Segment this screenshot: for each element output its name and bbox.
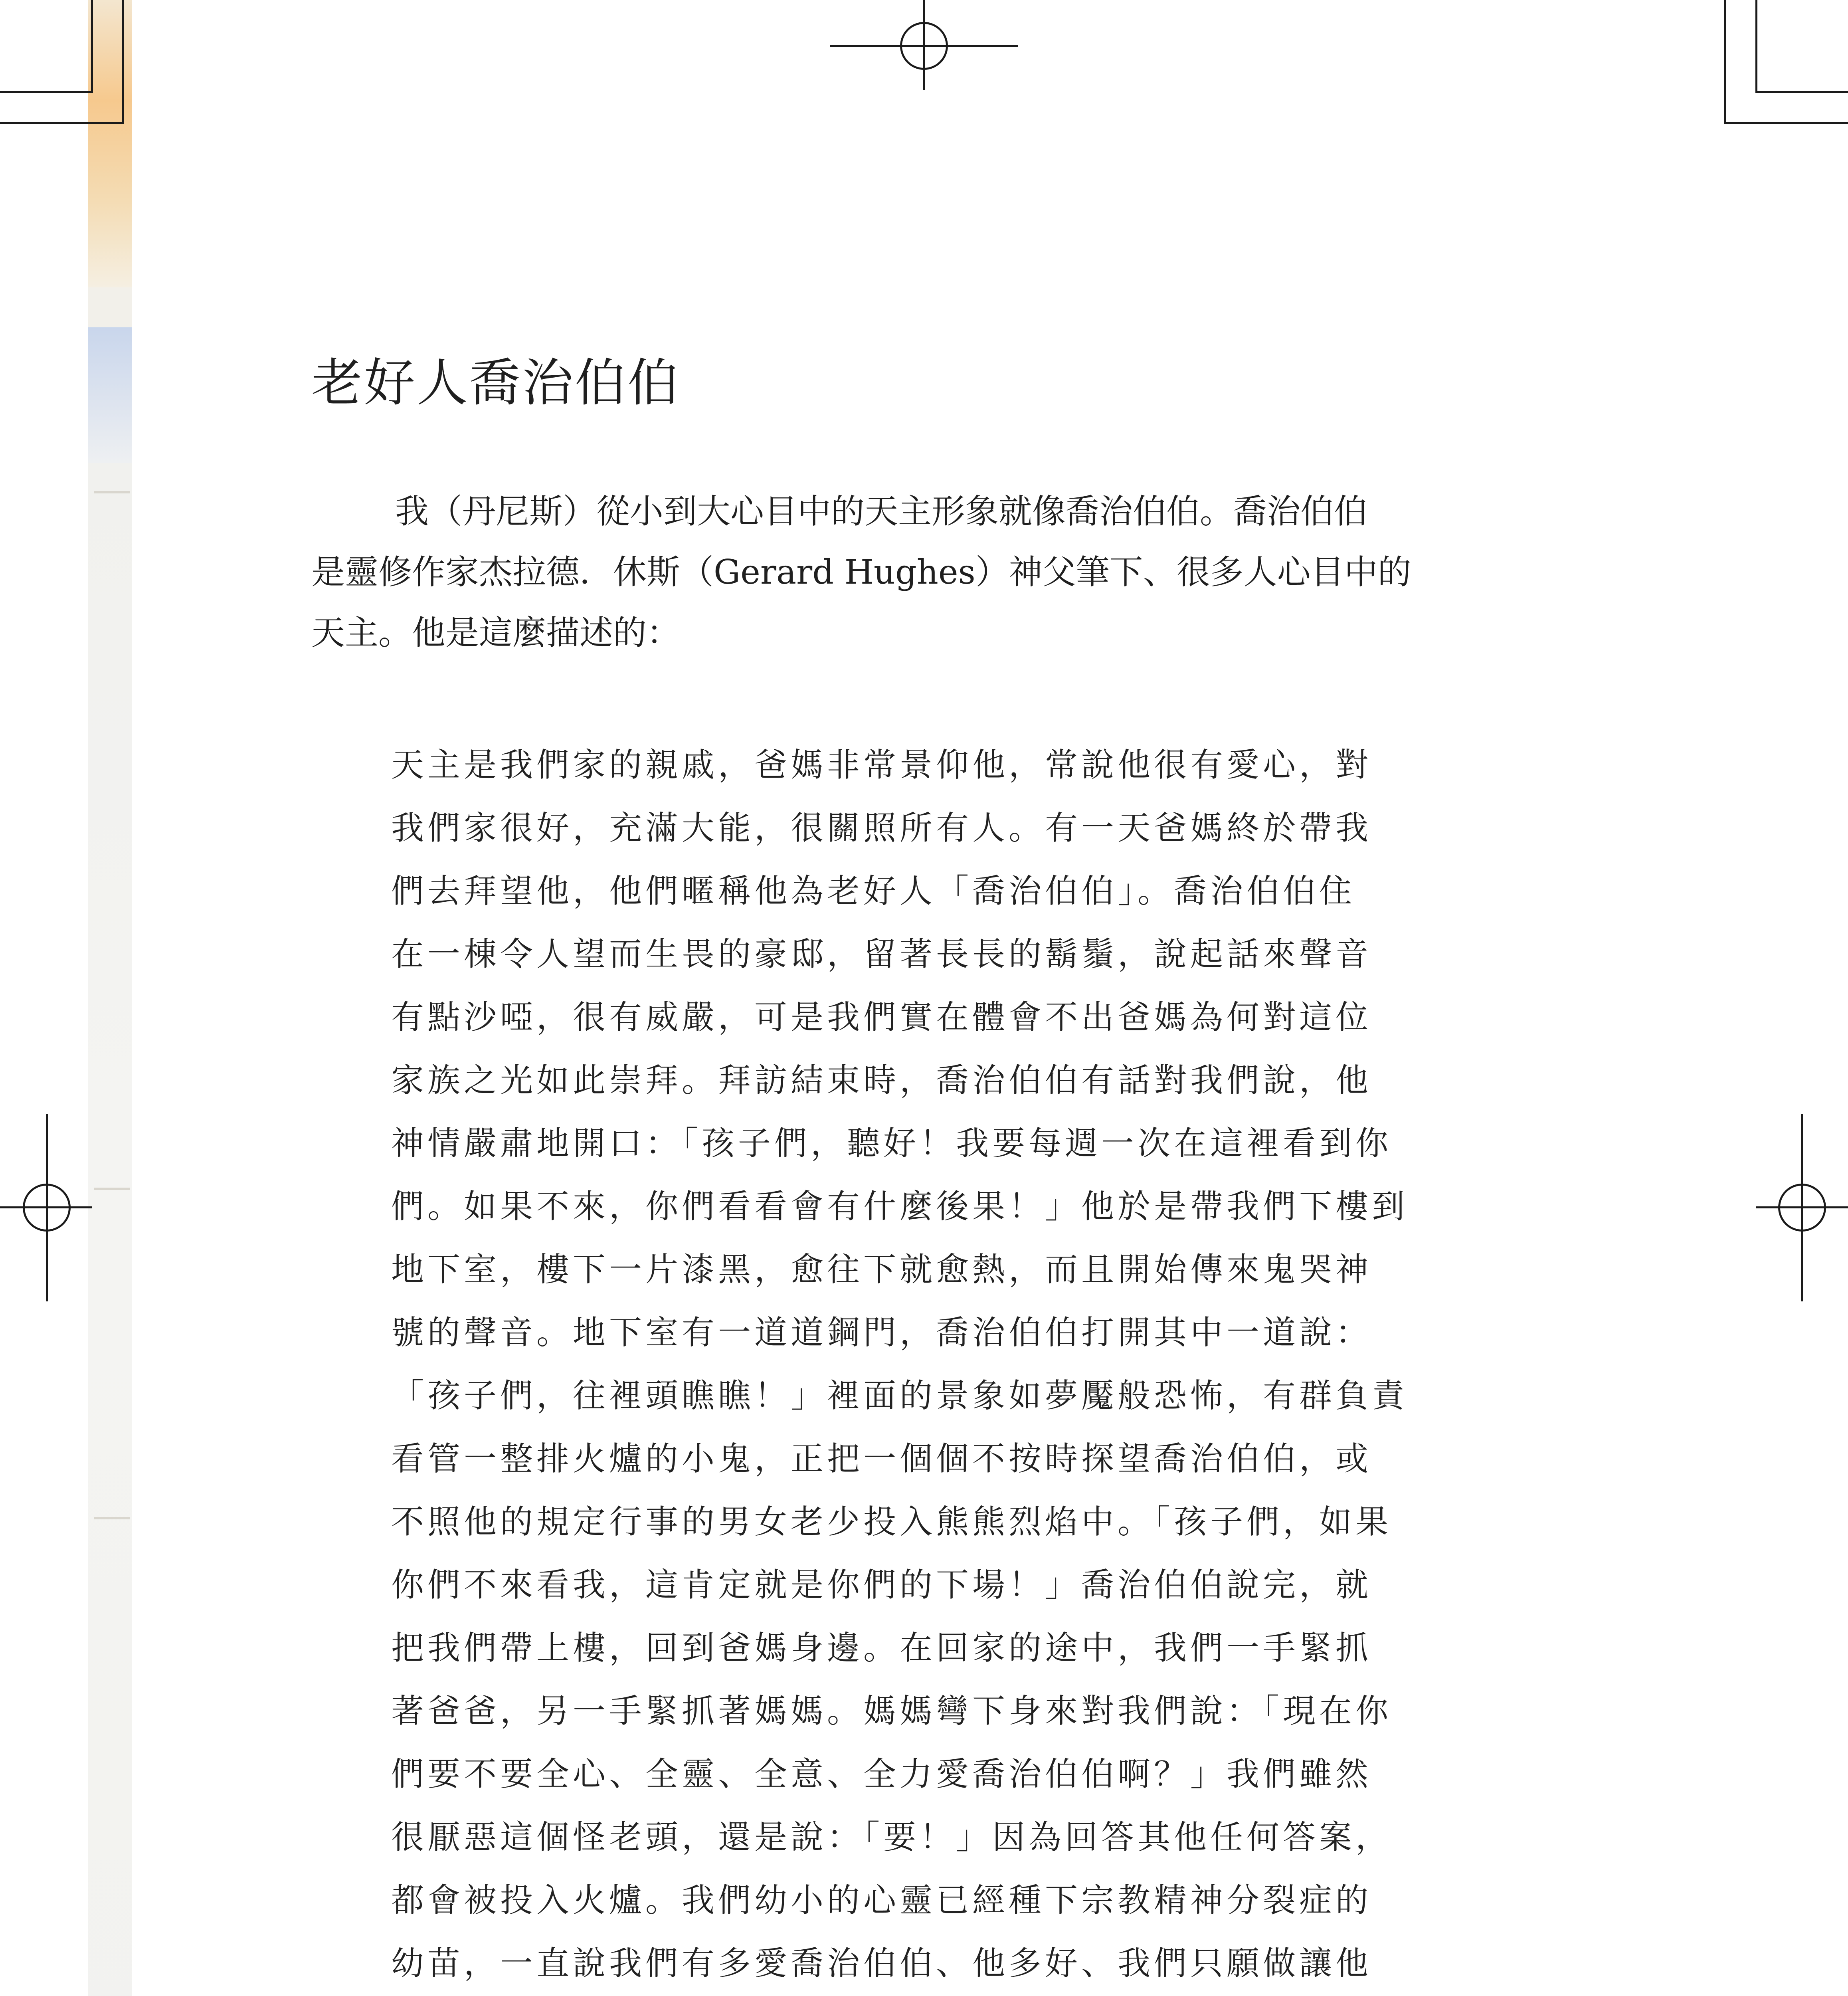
crop-mark (91, 0, 93, 93)
edge-color-strip (88, 327, 132, 463)
quote-line: 幼苗，一直說我們有多愛喬治伯伯、他多好、我們只願做讓他 (391, 1945, 1372, 1982)
quote-line: 天主是我們家的親戚，爸媽非常景仰他，常說他很有愛心，對 (391, 746, 1372, 784)
quote-line: 看管一整排火爐的小鬼，正把一個個不按時探望喬治伯伯，或 (391, 1440, 1372, 1478)
intro-paragraph (311, 481, 1541, 663)
registration-mark (23, 1184, 71, 1232)
crop-mark (0, 91, 91, 93)
quote-line: 你們不來看我，這肯定就是你們的下場！」喬治伯伯說完，就 (391, 1566, 1372, 1604)
quote-line: 地下室，樓下一片漆黑，愈往下就愈熱，而且開始傳來鬼哭神 (391, 1251, 1372, 1289)
quote-line: 們。如果不來，你們看看會有什麼後果！」他於是帶我們下樓到 (391, 1188, 1409, 1226)
quote-line: 著爸爸，另一手緊抓著媽媽。媽媽彎下身來對我們說：「現在你 (391, 1692, 1392, 1730)
quote-line: 都會被投入火爐。我們幼小的心靈已經種下宗教精神分裂症的 (391, 1881, 1372, 1919)
edge-tick (94, 1188, 130, 1190)
edge-color-strip (88, 0, 132, 287)
crop-mark (122, 0, 124, 122)
quote-line: 我們家很好，充滿大能，很關照所有人。有一天爸媽終於帶我 (391, 809, 1372, 847)
quote-line: 很厭惡這個怪老頭，還是說：「要！」因為回答其他任何答案， (391, 1818, 1392, 1856)
crop-mark (0, 122, 124, 124)
intro-line: 我（丹尼斯）從小到大心目中的天主形象就像喬治伯伯。喬治伯伯 (395, 492, 1368, 531)
quote-line: 有點沙啞，很有威嚴，可是我們實在體會不出爸媽為何對這位 (391, 998, 1372, 1036)
quote-line: 家族之光如此崇拜。拜訪結束時，喬治伯伯有話對我們說，他 (391, 1061, 1372, 1099)
crop-mark (1724, 0, 1726, 122)
registration-mark (1778, 1184, 1826, 1232)
crop-mark (1724, 122, 1848, 124)
quote-line: 們去拜望他，他們暱稱他為老好人「喬治伯伯」。喬治伯伯住 (391, 872, 1356, 910)
crop-mark (1755, 91, 1848, 93)
quote-line: 在一棟令人望而生畏的豪邸，留著長長的鬍鬚，說起話來聲音 (391, 935, 1372, 973)
quote-line: 把我們帶上樓，回到爸媽身邊。在回家的途中，我們一手緊抓 (391, 1629, 1372, 1667)
edge-tick (94, 1517, 130, 1519)
intro-line: 是靈修作家杰拉德．休斯（Gerard Hughes）神父筆下、很多人心目中的 (311, 552, 1411, 592)
intro-line: 天主。他是這麼描述的： (311, 613, 681, 652)
chapter-title: 老好人喬治伯伯 (311, 353, 681, 413)
edge-color-strip (88, 463, 132, 1996)
edge-tick (94, 491, 130, 493)
quote-line: 們要不要全心、全靈、全意、全力愛喬治伯伯啊？」我們雖然 (391, 1755, 1372, 1793)
quote-line: 神情嚴肅地開口：「孩子們，聽好！我要每週一次在這裡看到你 (391, 1125, 1392, 1162)
quote-line: 「孩子們，往裡頭瞧瞧！」裡面的景象如夢魘般恐怖，有群負責 (391, 1377, 1409, 1415)
crop-mark (1755, 0, 1757, 93)
quote-line: 號的聲音。地下室有一道道鋼門，喬治伯伯打開其中一道說： (391, 1314, 1372, 1352)
block-quote (391, 734, 1461, 1996)
registration-mark (900, 22, 948, 70)
quote-line: 不照他的規定行事的男女老少投入熊熊烈焰中。「孩子們，如果 (391, 1503, 1392, 1541)
